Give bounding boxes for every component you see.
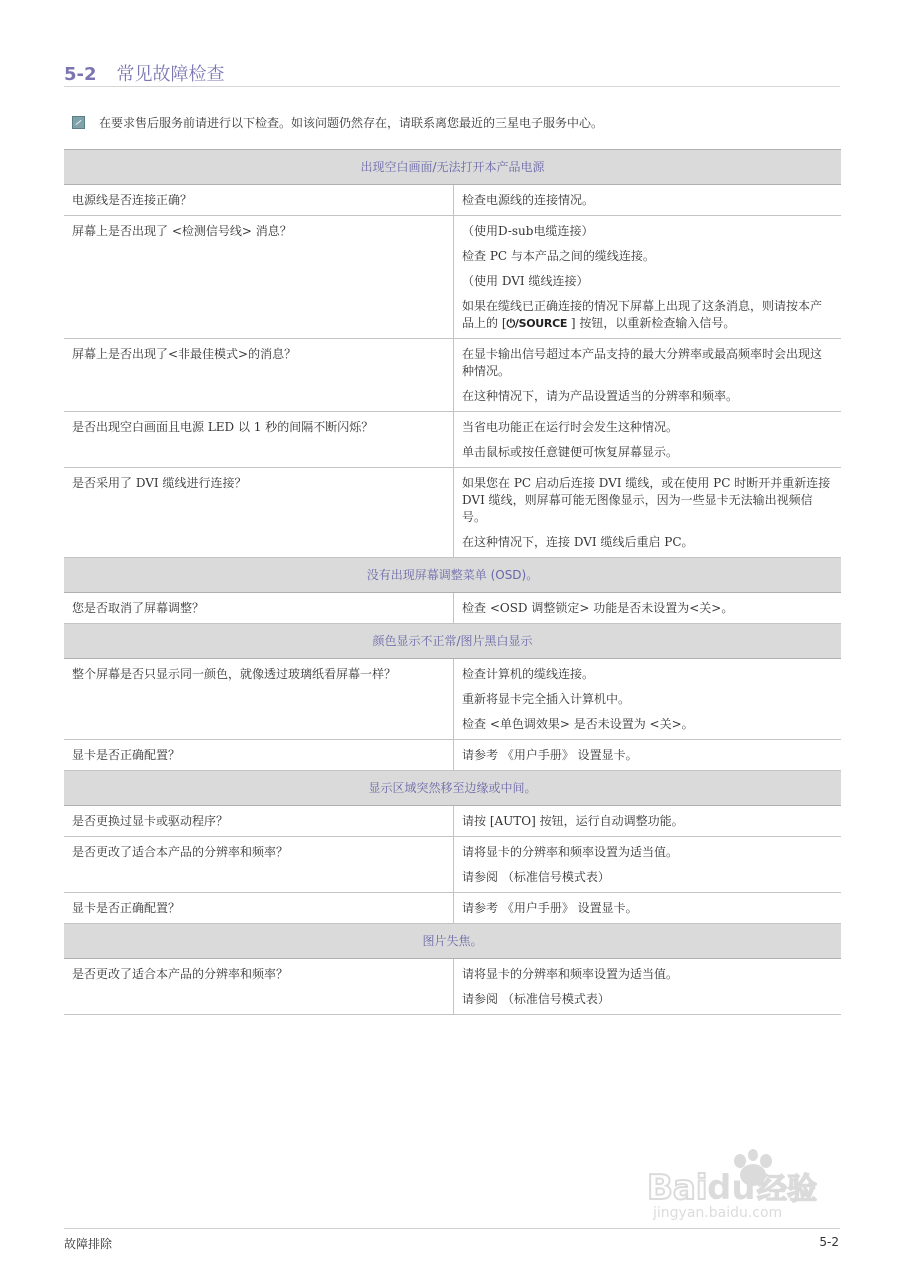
svg-text:jingyan.baidu.com: jingyan.baidu.com — [653, 1205, 783, 1220]
table-row — [64, 806, 841, 837]
table-row — [64, 959, 841, 1015]
section-header: 没有出现屏幕调整菜单 (OSD)。 — [64, 558, 841, 593]
section-header: 出现空白画面/无法打开本产品电源 — [64, 150, 841, 185]
section-title: 常见故障检查 — [116, 64, 225, 85]
page-heading — [64, 60, 840, 87]
table-row — [64, 740, 841, 771]
question-cell: 显卡是否正确配置？ — [64, 893, 454, 924]
question-cell: 是否更换过显卡或驱动程序？ — [64, 806, 454, 837]
question-cell: 屏幕上是否出现了<非最佳模式>的消息？ — [64, 339, 454, 412]
footer-divider — [64, 1228, 840, 1229]
question-cell: 显卡是否正确配置？ — [64, 740, 454, 771]
source-button-icon: ⏻/SOURCE — [506, 317, 568, 330]
table-row — [64, 185, 841, 216]
table-row — [64, 837, 841, 893]
svg-text:du: du — [707, 1168, 756, 1208]
answer-cell: 请按 [AUTO] 按钮，运行自动调整功能。 — [454, 806, 842, 837]
section-header: 显示区域突然移至边缘或中间。 — [64, 771, 841, 806]
question-cell: 整个屏幕是否只显示同一颜色，就像透过玻璃纸看屏幕一样？ — [64, 659, 454, 740]
question-cell: 您是否取消了屏幕调整？ — [64, 593, 454, 624]
answer-cell: 如果您在 PC 启动后连接 DVI 缆线，或在使用 PC 时断开并重新连接 DVI 缆线，则屏幕可能无图像显示，因为一些显卡无法输出视频信号。 在这种情况下，连接 DVI 缆线后重启 PC。 — [454, 468, 842, 558]
note-text: 在要求售后服务前请进行以下检查。如该问题仍然存在，请联系离您最近的三星电子服务中心。 — [99, 116, 604, 130]
note-icon — [72, 116, 85, 129]
table-row — [64, 659, 841, 740]
table-row — [64, 412, 841, 468]
question-cell: 是否出现空白画面且电源 LED 以 1 秒的间隔不断闪烁？ — [64, 412, 454, 468]
question-cell: 是否更改了适合本产品的分辨率和频率？ — [64, 837, 454, 893]
answer-cell: 检查 <OSD 调整锁定> 功能是否未设置为<关>。 — [454, 593, 842, 624]
question-cell: 屏幕上是否出现了 <检测信号线> 消息？ — [64, 216, 454, 339]
table-row — [64, 468, 841, 558]
table-row — [64, 339, 841, 412]
table-row — [64, 216, 841, 339]
footer-chapter: 故障排除 — [64, 1237, 113, 1251]
section-header: 图片失焦。 — [64, 924, 841, 959]
answer-cell: 检查电源线的连接情况。 — [454, 185, 842, 216]
svg-text:Bai: Bai — [647, 1168, 708, 1208]
answer-cell: 检查计算机的缆线连接。 重新将显卡完全插入计算机中。 检查 <单色调效果> 是否未设置为 <关>。 — [454, 659, 842, 740]
section-number: 5-2 — [64, 64, 97, 85]
question-cell: 是否采用了 DVI 缆线进行连接？ — [64, 468, 454, 558]
troubleshooting-table — [64, 149, 841, 1015]
baidu-watermark — [645, 1145, 845, 1220]
answer-cell: 请参考 《用户手册》 设置显卡。 — [454, 893, 842, 924]
svg-text:经验: 经验 — [757, 1172, 817, 1207]
answer-cell: 请参考 《用户手册》 设置显卡。 — [454, 740, 842, 771]
table-row — [64, 893, 841, 924]
note — [72, 114, 603, 131]
question-cell: 电源线是否连接正确？ — [64, 185, 454, 216]
answer-cell: （使用D-sub电缆连接） 检查 PC 与本产品之间的缆线连接。 （使用 DVI 缆线连接） 如果在缆线已正确连接的情况下屏幕上出现了这条消息，则请按本产品上的 [⏻/SOURCE ] 按钮，以重新检查输入信号。 — [454, 216, 842, 339]
section-header: 颜色显示不正常/图片黑白显示 — [64, 624, 841, 659]
page-number: 5-2 — [819, 1235, 839, 1249]
question-cell: 是否更改了适合本产品的分辨率和频率？ — [64, 959, 454, 1015]
answer-cell: 请将显卡的分辨率和频率设置为适当值。 请参阅 （标准信号模式表） — [454, 837, 842, 893]
answer-cell: 当省电功能正在运行时会发生这种情况。 单击鼠标或按任意键便可恢复屏幕显示。 — [454, 412, 842, 468]
answer-cell: 请将显卡的分辨率和频率设置为适当值。 请参阅 （标准信号模式表） — [454, 959, 842, 1015]
answer-cell: 在显卡输出信号超过本产品支持的最大分辨率或最高频率时会出现这种情况。 在这种情况下，请为产品设置适当的分辨率和频率。 — [454, 339, 842, 412]
table-row — [64, 593, 841, 624]
